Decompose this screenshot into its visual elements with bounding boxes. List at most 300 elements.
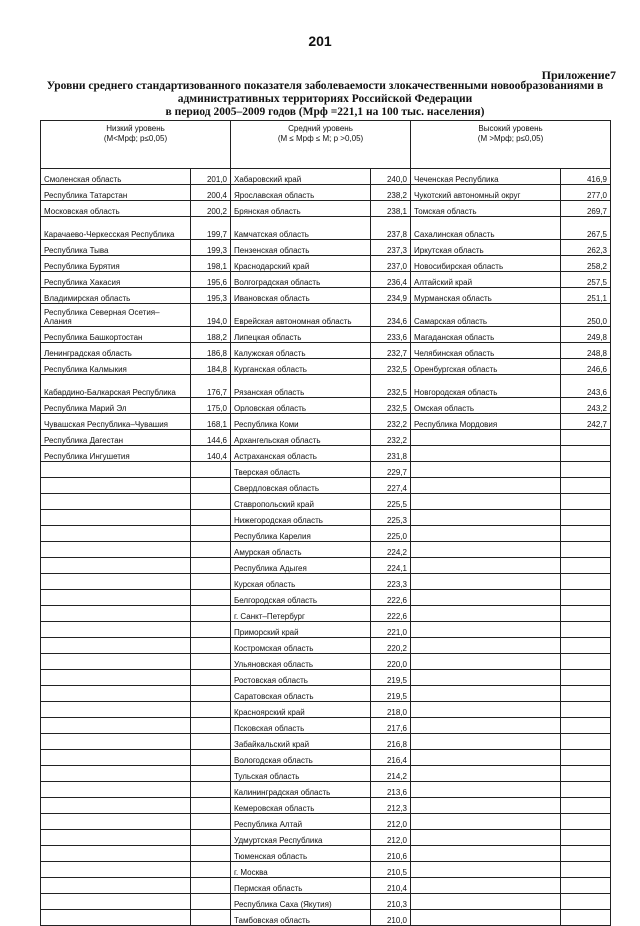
mid-region-value: 210,3 (371, 894, 411, 910)
mid-region-value: 224,2 (371, 542, 411, 558)
high-region-name (411, 526, 561, 542)
mid-region-name: Нижегородская область (231, 510, 371, 526)
high-region-value (561, 814, 611, 830)
low-region-value (191, 718, 231, 734)
mid-region-value: 222,6 (371, 590, 411, 606)
table-row (41, 414, 611, 430)
low-region-name (41, 894, 191, 910)
mid-region-name: Орловская область (231, 398, 371, 414)
table-row (41, 638, 611, 654)
mid-region-value: 227,4 (371, 478, 411, 494)
mid-region-value: 237,0 (371, 256, 411, 272)
low-region-name: Республика Хакасия (41, 272, 191, 288)
high-region-name (411, 606, 561, 622)
low-region-value (191, 654, 231, 670)
low-region-name: Чувашская Республика–Чувашия (41, 414, 191, 430)
high-region-name (411, 478, 561, 494)
low-region-value: 194,0 (191, 304, 231, 327)
low-region-value (191, 830, 231, 846)
mid-region-name: Пензенская область (231, 240, 371, 256)
low-region-value: 140,4 (191, 446, 231, 462)
high-region-name: Иркутская область (411, 240, 561, 256)
high-region-name: Оренбургская область (411, 359, 561, 375)
low-level-condition: (М<Мрф; р≤0,05) (103, 134, 168, 143)
table-row (41, 359, 611, 375)
mid-region-value: 219,5 (371, 686, 411, 702)
high-region-value: 248,8 (561, 343, 611, 359)
low-region-name: Карачаево-Черкесская Республика (41, 217, 191, 240)
high-region-value (561, 542, 611, 558)
mid-region-value: 210,6 (371, 846, 411, 862)
mid-region-value: 212,0 (371, 814, 411, 830)
low-region-value: 175,0 (191, 398, 231, 414)
high-region-name (411, 462, 561, 478)
high-region-name: Самарская область (411, 304, 561, 327)
low-region-value (191, 494, 231, 510)
mid-region-name: Калужская область (231, 343, 371, 359)
table-row (41, 375, 611, 398)
table-row (41, 240, 611, 256)
low-region-name: Республика Калмыкия (41, 359, 191, 375)
table-row (41, 327, 611, 343)
mid-region-name: Ростовская область (231, 670, 371, 686)
high-region-value (561, 750, 611, 766)
table-row (41, 343, 611, 359)
table-row (41, 478, 611, 494)
mid-region-name: Краснодарский край (231, 256, 371, 272)
high-region-name (411, 878, 561, 894)
high-region-value: 269,7 (561, 201, 611, 217)
high-region-value (561, 766, 611, 782)
high-region-name: Омская область (411, 398, 561, 414)
title-line-2: административных территориях Российской Федерации (177, 93, 473, 105)
appendix-label: Приложение7 (541, 68, 616, 82)
low-region-name (41, 622, 191, 638)
high-region-value (561, 782, 611, 798)
mid-region-value: 237,8 (371, 217, 411, 240)
high-region-value (561, 798, 611, 814)
high-region-name (411, 542, 561, 558)
low-region-name: Кабардино-Балкарская Республика (41, 375, 191, 398)
mid-region-value: 232,2 (371, 430, 411, 446)
mid-region-name: Тульская область (231, 766, 371, 782)
low-region-name: Республика Марий Эл (41, 398, 191, 414)
table-row (41, 734, 611, 750)
high-region-name: Новгородская область (411, 375, 561, 398)
high-region-value (561, 430, 611, 446)
high-region-value: 257,5 (561, 272, 611, 288)
low-region-value (191, 686, 231, 702)
table-row (41, 894, 611, 910)
high-region-name: Алтайский край (411, 272, 561, 288)
table-row (41, 766, 611, 782)
low-region-name (41, 878, 191, 894)
high-region-name (411, 670, 561, 686)
mid-region-value: 224,1 (371, 558, 411, 574)
mid-region-value: 213,6 (371, 782, 411, 798)
table-row (41, 606, 611, 622)
high-region-name (411, 430, 561, 446)
mid-region-name: Липецкая область (231, 327, 371, 343)
low-region-value: 168,1 (191, 414, 231, 430)
low-region-name: Республика Бурятия (41, 256, 191, 272)
mid-region-name: Волгоградская область (231, 272, 371, 288)
mid-region-name: Красноярский край (231, 702, 371, 718)
mid-region-name: г. Санкт–Петербург (231, 606, 371, 622)
high-region-value (561, 638, 611, 654)
low-region-name (41, 814, 191, 830)
low-level-header (41, 121, 231, 169)
mid-region-value: 234,9 (371, 288, 411, 304)
high-region-value (561, 574, 611, 590)
low-region-value (191, 478, 231, 494)
document-title (40, 80, 610, 119)
high-region-value (561, 654, 611, 670)
high-region-value (561, 702, 611, 718)
high-region-name (411, 574, 561, 590)
high-region-name (411, 446, 561, 462)
high-region-name (411, 622, 561, 638)
mid-region-value: 236,4 (371, 272, 411, 288)
low-region-value: 188,2 (191, 327, 231, 343)
table-row (41, 494, 611, 510)
high-region-value (561, 462, 611, 478)
low-region-value: 198,1 (191, 256, 231, 272)
high-region-value: 243,6 (561, 375, 611, 398)
low-region-name (41, 510, 191, 526)
low-region-value (191, 894, 231, 910)
high-region-name (411, 654, 561, 670)
table-row (41, 750, 611, 766)
low-region-value (191, 558, 231, 574)
table-row (41, 798, 611, 814)
page-number: 201 (308, 33, 332, 49)
low-region-value (191, 622, 231, 638)
mid-region-value: 237,3 (371, 240, 411, 256)
low-region-name: Республика Ингушетия (41, 446, 191, 462)
low-region-value (191, 862, 231, 878)
table-row (41, 169, 611, 185)
title-line-3: в период 2005–2009 годов (Мрф =221,1 на 100 тыс. населения) (165, 106, 485, 118)
high-region-value: 250,0 (561, 304, 611, 327)
low-region-value: 195,3 (191, 288, 231, 304)
table-row (41, 542, 611, 558)
mid-region-value: 221,0 (371, 622, 411, 638)
high-region-value: 416,9 (561, 169, 611, 185)
high-region-value (561, 878, 611, 894)
low-region-value (191, 702, 231, 718)
table-row (41, 462, 611, 478)
mid-region-value: 217,6 (371, 718, 411, 734)
table-row (41, 622, 611, 638)
mid-region-name: Еврейская автономная область (231, 304, 371, 327)
table-row (41, 910, 611, 926)
high-level-condition: (М >Мрф; р≤0,05) (477, 134, 544, 143)
low-region-name (41, 462, 191, 478)
high-region-name (411, 830, 561, 846)
high-region-value (561, 894, 611, 910)
high-region-name (411, 846, 561, 862)
high-region-name (411, 510, 561, 526)
high-level-header (411, 121, 611, 169)
title-line-1: Уровни среднего стандартизованного показателя заболеваемости злокачественными новообразованиями в (46, 80, 604, 92)
low-region-name: Владимирская область (41, 288, 191, 304)
high-region-name: Чукотский автономный округ (411, 185, 561, 201)
table-row (41, 201, 611, 217)
mid-region-name: Камчатская область (231, 217, 371, 240)
table-row (41, 846, 611, 862)
low-region-value: 184,8 (191, 359, 231, 375)
mid-region-name: Калининградская область (231, 782, 371, 798)
mid-region-name: Удмуртская Республика (231, 830, 371, 846)
low-region-value: 195,6 (191, 272, 231, 288)
low-region-name (41, 718, 191, 734)
mid-region-value: 240,0 (371, 169, 411, 185)
table-row (41, 686, 611, 702)
low-region-value: 199,7 (191, 217, 231, 240)
mid-region-name: Астраханская область (231, 446, 371, 462)
mid-region-value: 232,2 (371, 414, 411, 430)
high-region-name (411, 718, 561, 734)
table-row (41, 718, 611, 734)
high-region-value: 251,1 (561, 288, 611, 304)
mid-region-value: 232,5 (371, 375, 411, 398)
table-row (41, 830, 611, 846)
low-region-name (41, 542, 191, 558)
high-region-name (411, 638, 561, 654)
mid-region-name: Костромская область (231, 638, 371, 654)
table-row (41, 430, 611, 446)
mid-region-value: 232,7 (371, 343, 411, 359)
high-region-value (561, 846, 611, 862)
low-region-name (41, 846, 191, 862)
low-region-value (191, 606, 231, 622)
mid-region-value: 218,0 (371, 702, 411, 718)
mid-region-value: 232,5 (371, 398, 411, 414)
low-region-name (41, 494, 191, 510)
mid-region-name: Кемеровская область (231, 798, 371, 814)
high-region-value: 246,6 (561, 359, 611, 375)
mid-region-name: Белгородская область (231, 590, 371, 606)
high-region-name (411, 814, 561, 830)
low-region-value (191, 526, 231, 542)
high-region-value: 262,3 (561, 240, 611, 256)
high-region-value (561, 590, 611, 606)
high-region-name (411, 686, 561, 702)
high-level-title: Высокий уровень (478, 124, 543, 133)
low-region-value (191, 462, 231, 478)
low-region-value (191, 574, 231, 590)
high-region-name (411, 766, 561, 782)
mid-region-name: Забайкальский край (231, 734, 371, 750)
high-region-value: 277,0 (561, 185, 611, 201)
mid-region-name: Тверская область (231, 462, 371, 478)
low-region-name: Республика Башкортостан (41, 327, 191, 343)
high-region-value (561, 718, 611, 734)
low-region-value (191, 814, 231, 830)
low-region-value (191, 638, 231, 654)
low-region-name (41, 830, 191, 846)
mid-region-name: Вологодская область (231, 750, 371, 766)
low-region-name (41, 798, 191, 814)
table-row (41, 446, 611, 462)
high-region-name (411, 798, 561, 814)
mid-region-name: Приморский край (231, 622, 371, 638)
low-region-name: Республика Тыва (41, 240, 191, 256)
low-region-value (191, 782, 231, 798)
mid-region-name: Республика Карелия (231, 526, 371, 542)
low-region-value: 176,7 (191, 375, 231, 398)
low-region-name (41, 574, 191, 590)
mid-region-value: 219,5 (371, 670, 411, 686)
mid-region-name: Курская область (231, 574, 371, 590)
low-region-value: 199,3 (191, 240, 231, 256)
mid-region-name: Псковская область (231, 718, 371, 734)
mid-region-name: Курганская область (231, 359, 371, 375)
table-row (41, 878, 611, 894)
low-region-value (191, 510, 231, 526)
high-region-name (411, 558, 561, 574)
mid-region-name: Ставропольский край (231, 494, 371, 510)
low-region-name (41, 862, 191, 878)
low-region-value (191, 798, 231, 814)
low-region-value (191, 910, 231, 926)
low-region-name (41, 782, 191, 798)
low-region-value (191, 878, 231, 894)
mid-region-name: Архангельская область (231, 430, 371, 446)
low-region-name (41, 670, 191, 686)
high-region-value (561, 830, 611, 846)
low-region-name (41, 734, 191, 750)
high-region-name: Чеченская Республика (411, 169, 561, 185)
mid-region-value: 222,6 (371, 606, 411, 622)
high-region-value (561, 494, 611, 510)
table-body (41, 169, 611, 926)
high-region-value (561, 910, 611, 926)
low-region-value (191, 766, 231, 782)
table-row (41, 510, 611, 526)
high-region-name (411, 862, 561, 878)
low-region-value (191, 542, 231, 558)
mid-region-value: 220,2 (371, 638, 411, 654)
mid-region-value: 212,0 (371, 830, 411, 846)
low-region-name (41, 910, 191, 926)
high-region-name: Мурманская область (411, 288, 561, 304)
high-region-value: 267,5 (561, 217, 611, 240)
mid-level-title: Средний уровень (288, 124, 353, 133)
high-region-value (561, 686, 611, 702)
low-region-value (191, 846, 231, 862)
high-region-name: Томская область (411, 201, 561, 217)
low-region-value: 144,6 (191, 430, 231, 446)
low-region-value (191, 670, 231, 686)
mid-region-name: Хабаровский край (231, 169, 371, 185)
mid-region-value: 238,2 (371, 185, 411, 201)
mid-region-name: Ивановская область (231, 288, 371, 304)
high-region-name (411, 734, 561, 750)
table-row (41, 654, 611, 670)
high-region-name (411, 702, 561, 718)
high-region-value (561, 478, 611, 494)
mid-region-value: 216,4 (371, 750, 411, 766)
low-region-name (41, 606, 191, 622)
low-region-value: 200,4 (191, 185, 231, 201)
table-row (41, 256, 611, 272)
low-region-value (191, 590, 231, 606)
mid-region-name: Свердловская область (231, 478, 371, 494)
mid-region-value: 229,7 (371, 462, 411, 478)
table-row (41, 398, 611, 414)
mid-region-name: Саратовская область (231, 686, 371, 702)
high-region-value (561, 734, 611, 750)
low-region-name (41, 750, 191, 766)
mid-region-value: 212,3 (371, 798, 411, 814)
high-region-value (561, 558, 611, 574)
mid-region-value: 220,0 (371, 654, 411, 670)
high-region-value: 243,2 (561, 398, 611, 414)
mid-region-name: Рязанская область (231, 375, 371, 398)
low-level-title: Низкий уровень (106, 124, 165, 133)
low-region-name: Республика Татарстан (41, 185, 191, 201)
high-region-name: Магаданская область (411, 327, 561, 343)
low-region-name (41, 686, 191, 702)
mid-region-name: Республика Адыгея (231, 558, 371, 574)
mid-region-value: 232,5 (371, 359, 411, 375)
low-region-name: Ленинградская область (41, 343, 191, 359)
mid-region-value: 225,5 (371, 494, 411, 510)
low-region-name (41, 478, 191, 494)
table-row (41, 782, 611, 798)
table-row (41, 272, 611, 288)
high-region-value (561, 446, 611, 462)
high-region-name: Челябинская область (411, 343, 561, 359)
high-region-name: Новосибирская область (411, 256, 561, 272)
high-region-value (561, 862, 611, 878)
high-region-value (561, 670, 611, 686)
high-region-value: 258,2 (561, 256, 611, 272)
mid-region-name: г. Москва (231, 862, 371, 878)
mid-region-value: 210,5 (371, 862, 411, 878)
mid-region-name: Республика Коми (231, 414, 371, 430)
high-region-value (561, 526, 611, 542)
mid-level-condition: (М ≤ Мрф ≤ М; р >0,05) (277, 134, 364, 143)
low-region-name (41, 590, 191, 606)
table-row (41, 702, 611, 718)
mid-region-value: 210,4 (371, 878, 411, 894)
mid-region-name: Брянская область (231, 201, 371, 217)
mid-region-name: Пермская область (231, 878, 371, 894)
mid-region-value: 234,6 (371, 304, 411, 327)
low-region-name (41, 526, 191, 542)
table-row (41, 814, 611, 830)
table-row (41, 670, 611, 686)
low-region-value: 200,2 (191, 201, 231, 217)
low-region-name (41, 558, 191, 574)
low-region-name (41, 702, 191, 718)
low-region-name (41, 654, 191, 670)
table-row (41, 185, 611, 201)
table-row (41, 862, 611, 878)
high-region-name (411, 782, 561, 798)
mid-region-value: 216,8 (371, 734, 411, 750)
low-region-name: Республика Северная Осетия–Алания (41, 304, 191, 327)
high-region-name: Сахалинская область (411, 217, 561, 240)
mid-region-value: 225,3 (371, 510, 411, 526)
incidence-levels-table (40, 120, 611, 926)
table-row (41, 217, 611, 240)
mid-region-value: 233,6 (371, 327, 411, 343)
mid-region-name: Республика Саха (Якутия) (231, 894, 371, 910)
